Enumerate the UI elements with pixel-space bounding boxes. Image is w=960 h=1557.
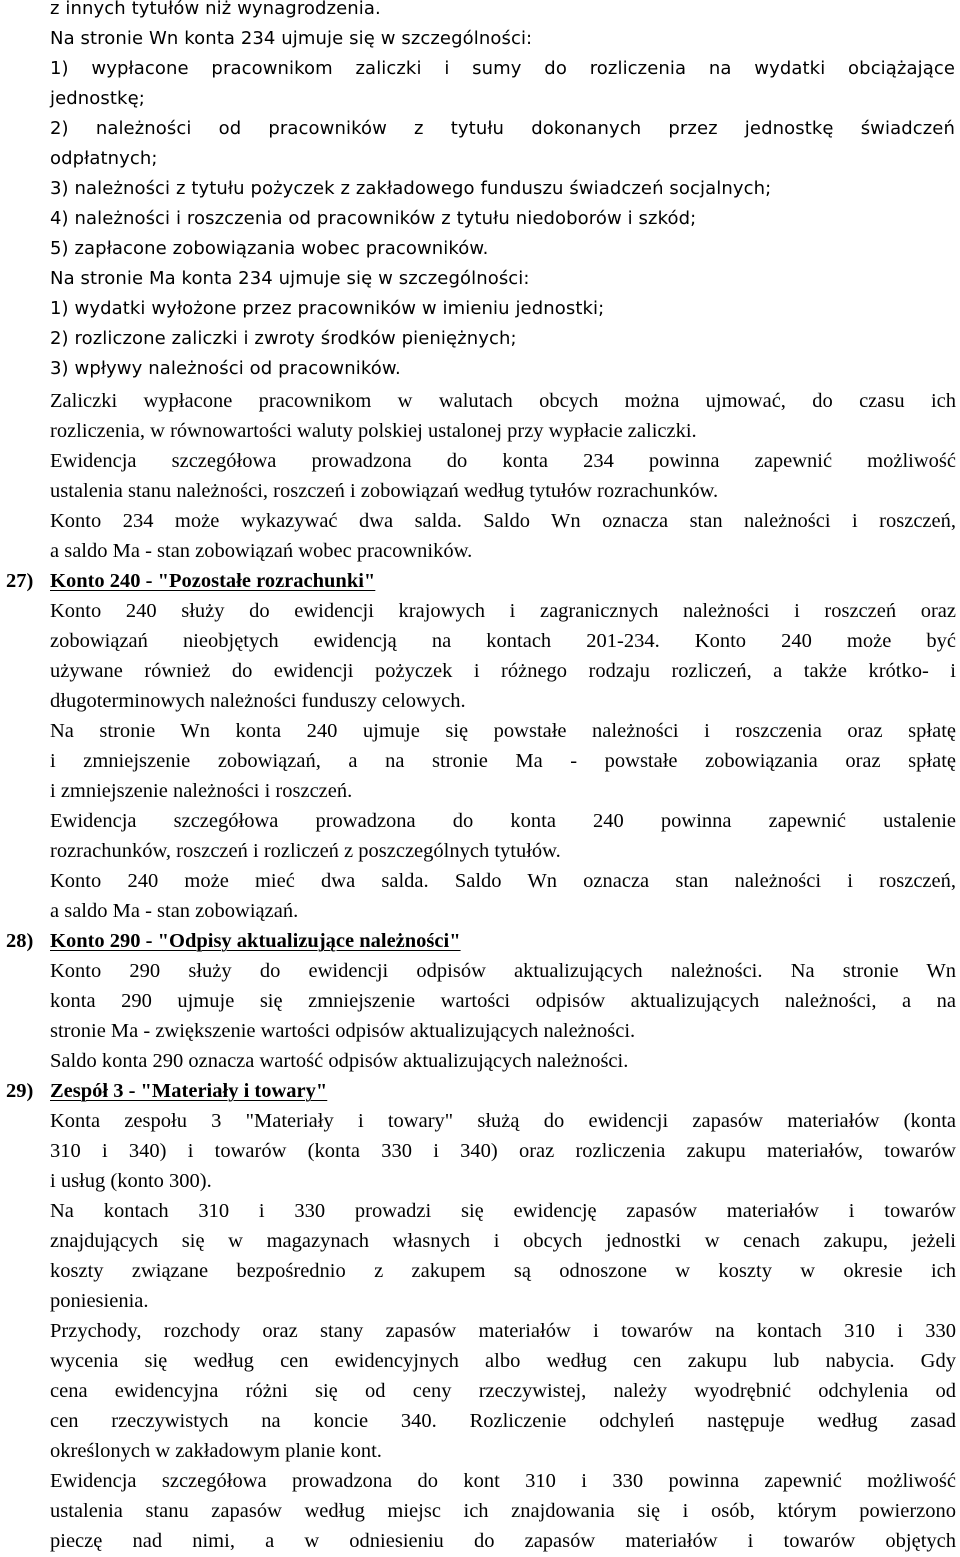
paragraph-line: Konto 234 może wykazywać dwa salda. Saldo Wn oznacza stan należności i roszczeń, (50, 510, 956, 532)
paragraph-line: a saldo Ma - stan zobowiązań wobec pracowników. (50, 540, 473, 562)
section-heading: Zespół 3 - "Materiały i towary" (50, 1080, 328, 1102)
paragraph-line: ustalenia stanu należności, roszczeń i zobowiązań według tytułów rozrachunków. (50, 480, 719, 502)
list-item: 1) wydatki wyłożone przez pracowników w imieniu jednostki; (50, 298, 605, 319)
paragraph-line: Ewidencja szczegółowa prowadzona do konta 240 powinna zapewnić ustalenie (50, 810, 956, 832)
paragraph-line: rozliczenia, w równowartości waluty polskiej ustalonej przy wypłacie zaliczki. (50, 420, 697, 442)
paragraph-line: Konto 290 służy do ewidencji odpisów aktualizujących należności. Na stronie Wn (50, 960, 956, 982)
section-number: 27) (6, 570, 34, 592)
paragraph-line: ustalenia stanu zapasów według miejsc ich znajdowania się i osób, którym powierzono (50, 1500, 956, 1522)
list-item: 3) należności z tytułu pożyczek z zakładowego funduszu świadczeń socjalnych; (50, 178, 772, 199)
paragraph-line: koszty związane bezpośrednio z zakupem są odnoszone w koszty w okresie ich (50, 1260, 956, 1282)
text-line: Na stronie Wn konta 234 ujmuje się w szczególności: (50, 28, 533, 49)
paragraph-line: znajdujących się w magazynach własnych i obcych jednostki w cenach zakupu, jeżeli (50, 1230, 956, 1252)
paragraph-line: rozrachunków, roszczeń i rozliczeń z poszczególnych tytułów. (50, 840, 561, 862)
list-item: 2) rozliczone zaliczki i zwroty środków pieniężnych; (50, 328, 517, 349)
paragraph-line: Przychody, rozchody oraz stany zapasów materiałów i towarów na kontach 310 i 330 (50, 1320, 956, 1342)
section-number: 29) (6, 1080, 34, 1102)
paragraph-line: Na stronie Wn konta 240 ujmuje się powstałe należności i roszczenia oraz spłatę (50, 720, 956, 742)
paragraph-line: długoterminowych należności funduszy celowych. (50, 690, 466, 712)
list-item: 2) należności od pracowników z tytułu dokonanych przez jednostkę świadczeń (50, 118, 955, 139)
paragraph-line: konta 290 ujmuje się zmniejszenie wartości odpisów aktualizujących należności, a na (50, 990, 956, 1012)
paragraph-line: Konta zespołu 3 "Materiały i towary" służą do ewidencji zapasów materiałów (konta (50, 1110, 956, 1132)
section-heading: Konto 240 - "Pozostałe rozrachunki" (50, 570, 376, 592)
list-item: 5) zapłacone zobowiązania wobec pracowników. (50, 238, 489, 259)
text-line: Na stronie Ma konta 234 ujmuje się w szczególności: (50, 268, 530, 289)
section-number: 28) (6, 930, 34, 952)
paragraph-line: 310 i 340) i towarów (konta 330 i 340) oraz rozliczenia zakupu materiałów, towarów (50, 1140, 956, 1162)
paragraph-line: pieczę nad nimi, a w odniesieniu do zapasów materiałów i towarów objętych (50, 1530, 956, 1552)
paragraph-line: i usług (konto 300). (50, 1170, 212, 1192)
list-item-continuation: jednostkę; (50, 88, 145, 109)
list-item-continuation: odpłatnych; (50, 148, 158, 169)
paragraph-line: i zmniejszenie należności i roszczeń. (50, 780, 353, 802)
paragraph-line: Zaliczki wypłacone pracownikom w walutach obcych można ujmować, do czasu ich (50, 390, 956, 412)
paragraph-line: cena ewidencyjna różni się od ceny rzeczywistej, należy wyodrębnić odchylenia od (50, 1380, 956, 1402)
paragraph-line: Na kontach 310 i 330 prowadzi się ewidencję zapasów materiałów i towarów (50, 1200, 956, 1222)
paragraph-line: a saldo Ma - stan zobowiązań. (50, 900, 299, 922)
text-line: z innych tytułów niż wynagrodzenia. (50, 0, 381, 19)
paragraph-line: cen rzeczywistych na koncie 340. Rozliczenie odchyleń następuje według zasad (50, 1410, 956, 1432)
paragraph-line: Konto 240 służy do ewidencji krajowych i zagranicznych należności i roszczeń oraz (50, 600, 956, 622)
paragraph-line: Ewidencja szczegółowa prowadzona do konta 234 powinna zapewnić możliwość (50, 450, 956, 472)
paragraph-line: zobowiązań nieobjętych ewidencją na kontach 201-234. Konto 240 może być (50, 630, 956, 652)
paragraph-line: używane również do ewidencji pożyczek i różnego rodzaju rozliczeń, a także krótko- i (50, 660, 956, 682)
paragraph-line: i zmniejszenie zobowiązań, a na stronie Ma - powstałe zobowiązania oraz spłatę (50, 750, 956, 772)
list-item: 4) należności i roszczenia od pracowników z tytułu niedoborów i szkód; (50, 208, 697, 229)
paragraph-line: określonych w zakładowym planie kont. (50, 1440, 382, 1462)
list-item: 1) wypłacone pracownikom zaliczki i sumy do rozliczenia na wydatki obciążające (50, 58, 955, 79)
section-heading: Konto 290 - "Odpisy aktualizujące należności" (50, 930, 461, 952)
paragraph-line: wycenia się według cen ewidencyjnych albo według cen zakupu lub nabycia. Gdy (50, 1350, 956, 1372)
paragraph-line: stronie Ma - zwiększenie wartości odpisów aktualizujących należności. (50, 1020, 636, 1042)
paragraph-line: poniesienia. (50, 1290, 149, 1312)
list-item: 3) wpływy należności od pracowników. (50, 358, 401, 379)
paragraph-line: Saldo konta 290 oznacza wartość odpisów aktualizujących należności. (50, 1050, 629, 1072)
paragraph-line: Ewidencja szczegółowa prowadzona do kont 310 i 330 powinna zapewnić możliwość (50, 1470, 956, 1492)
paragraph-line: Konto 240 może mieć dwa salda. Saldo Wn oznacza stan należności i roszczeń, (50, 870, 956, 892)
